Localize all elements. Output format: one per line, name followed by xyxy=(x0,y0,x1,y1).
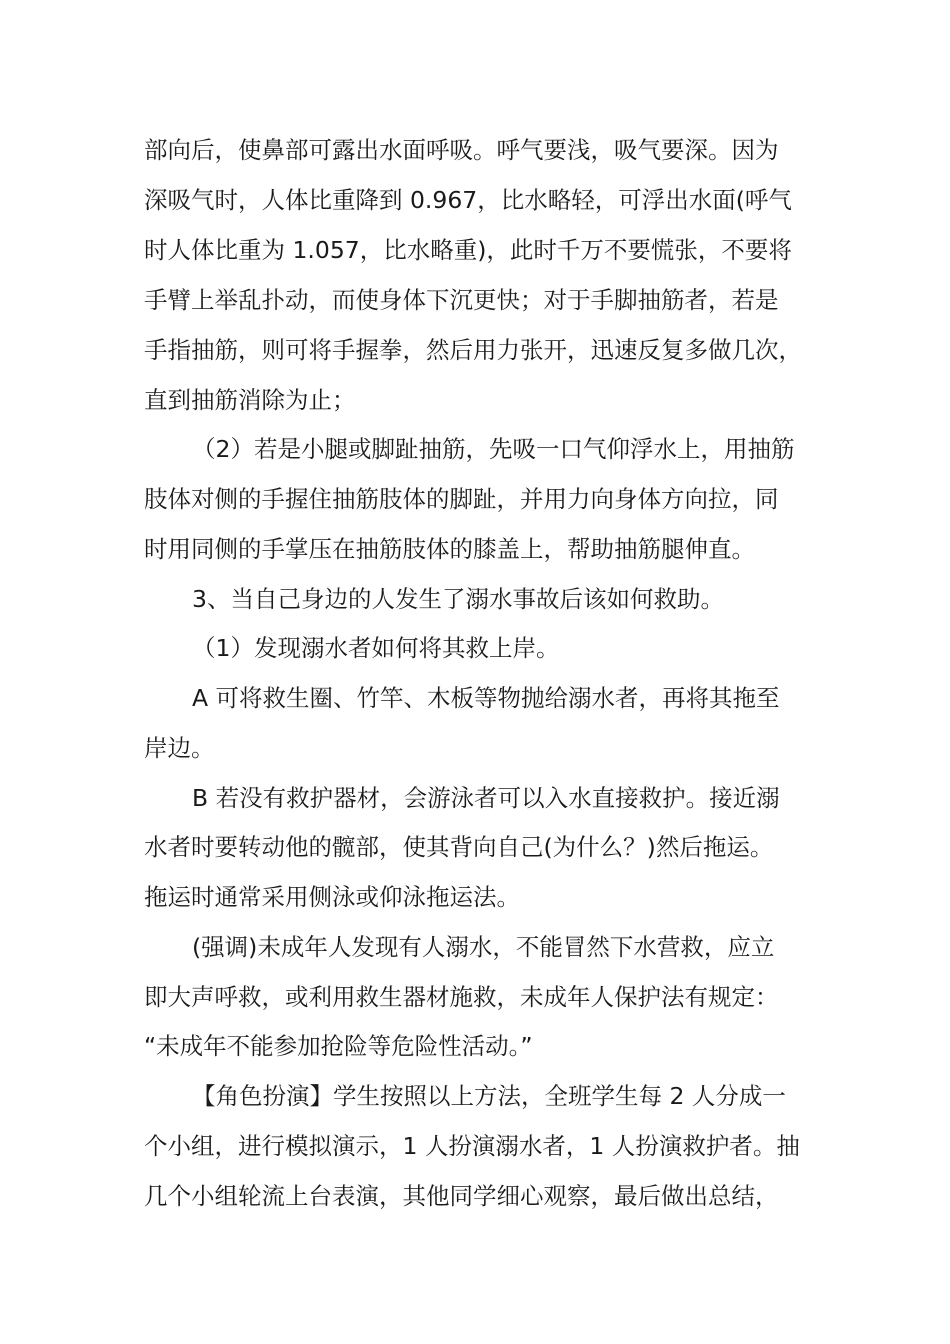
text-line: 直到抽筋消除为止； xyxy=(144,386,356,414)
text-line: 深吸气时，人体比重降到 0.967，比水略轻，可浮出水面(呼气 xyxy=(144,186,792,214)
text-line: 时人体比重为 1.057，比水略重)，此时千万不要慌张，不要将 xyxy=(144,236,792,264)
text-line: 手臂上举乱扑动，而使身体下沉更快；对于手脚抽筋者，若是 xyxy=(144,286,779,314)
text-line: 肢体对侧的手握住抽筋肢体的脚趾，并用力向身体方向拉，同 xyxy=(144,485,779,513)
text-line: 岸边。 xyxy=(144,734,215,762)
paragraph-first-line: B 若没有救护器材，会游泳者可以入水直接救护。接近溺 xyxy=(192,784,780,812)
paragraph-first-line: A 可将救生圈、竹竿、木板等物抛给溺水者，再将其拖至 xyxy=(192,684,780,712)
text-line: 时用同侧的手掌压在抽筋肢体的膝盖上，帮助抽筋腿伸直。 xyxy=(144,535,755,563)
section-heading: 3、当自己身边的人发生了溺水事故后该如何救助。 xyxy=(192,585,724,613)
text-line: 几个小组轮流上台表演，其他同学细心观察，最后做出总结， xyxy=(144,1182,779,1210)
paragraph-first-line: 【角色扮演】学生按照以上方法，全班学生每 2 人分成一 xyxy=(192,1082,786,1110)
quote-line: “未成年不能参加抢险等危险性活动。” xyxy=(144,1032,533,1060)
paragraph-first-line: （2）若是小腿或脚趾抽筋，先吸一口气仰浮水上，用抽筋 xyxy=(192,435,795,463)
text-line: 拖运时通常采用侧泳或仰泳拖运法。 xyxy=(144,883,520,911)
text-line: 部向后，使鼻部可露出水面呼吸。呼气要浅，吸气要深。因为 xyxy=(144,136,779,164)
subsection-heading: （1）发现溺水者如何将其救上岸。 xyxy=(192,634,560,662)
text-line: 手指抽筋，则可将手握拳，然后用力张开，迅速反复多做几次， xyxy=(144,336,802,364)
text-line: 即大声呼救，或利用救生器材施救，未成年人保护法有规定： xyxy=(144,983,779,1011)
text-line: 个小组，进行模拟演示，1 人扮演溺水者，1 人扮演救护者。抽 xyxy=(144,1132,800,1160)
text-line: 水者时要转动他的髋部，使其背向自己(为什么？)然后拖运。 xyxy=(144,833,774,861)
paragraph-first-line: (强调)未成年人发现有人溺水，不能冒然下水营救，应立 xyxy=(192,933,775,961)
